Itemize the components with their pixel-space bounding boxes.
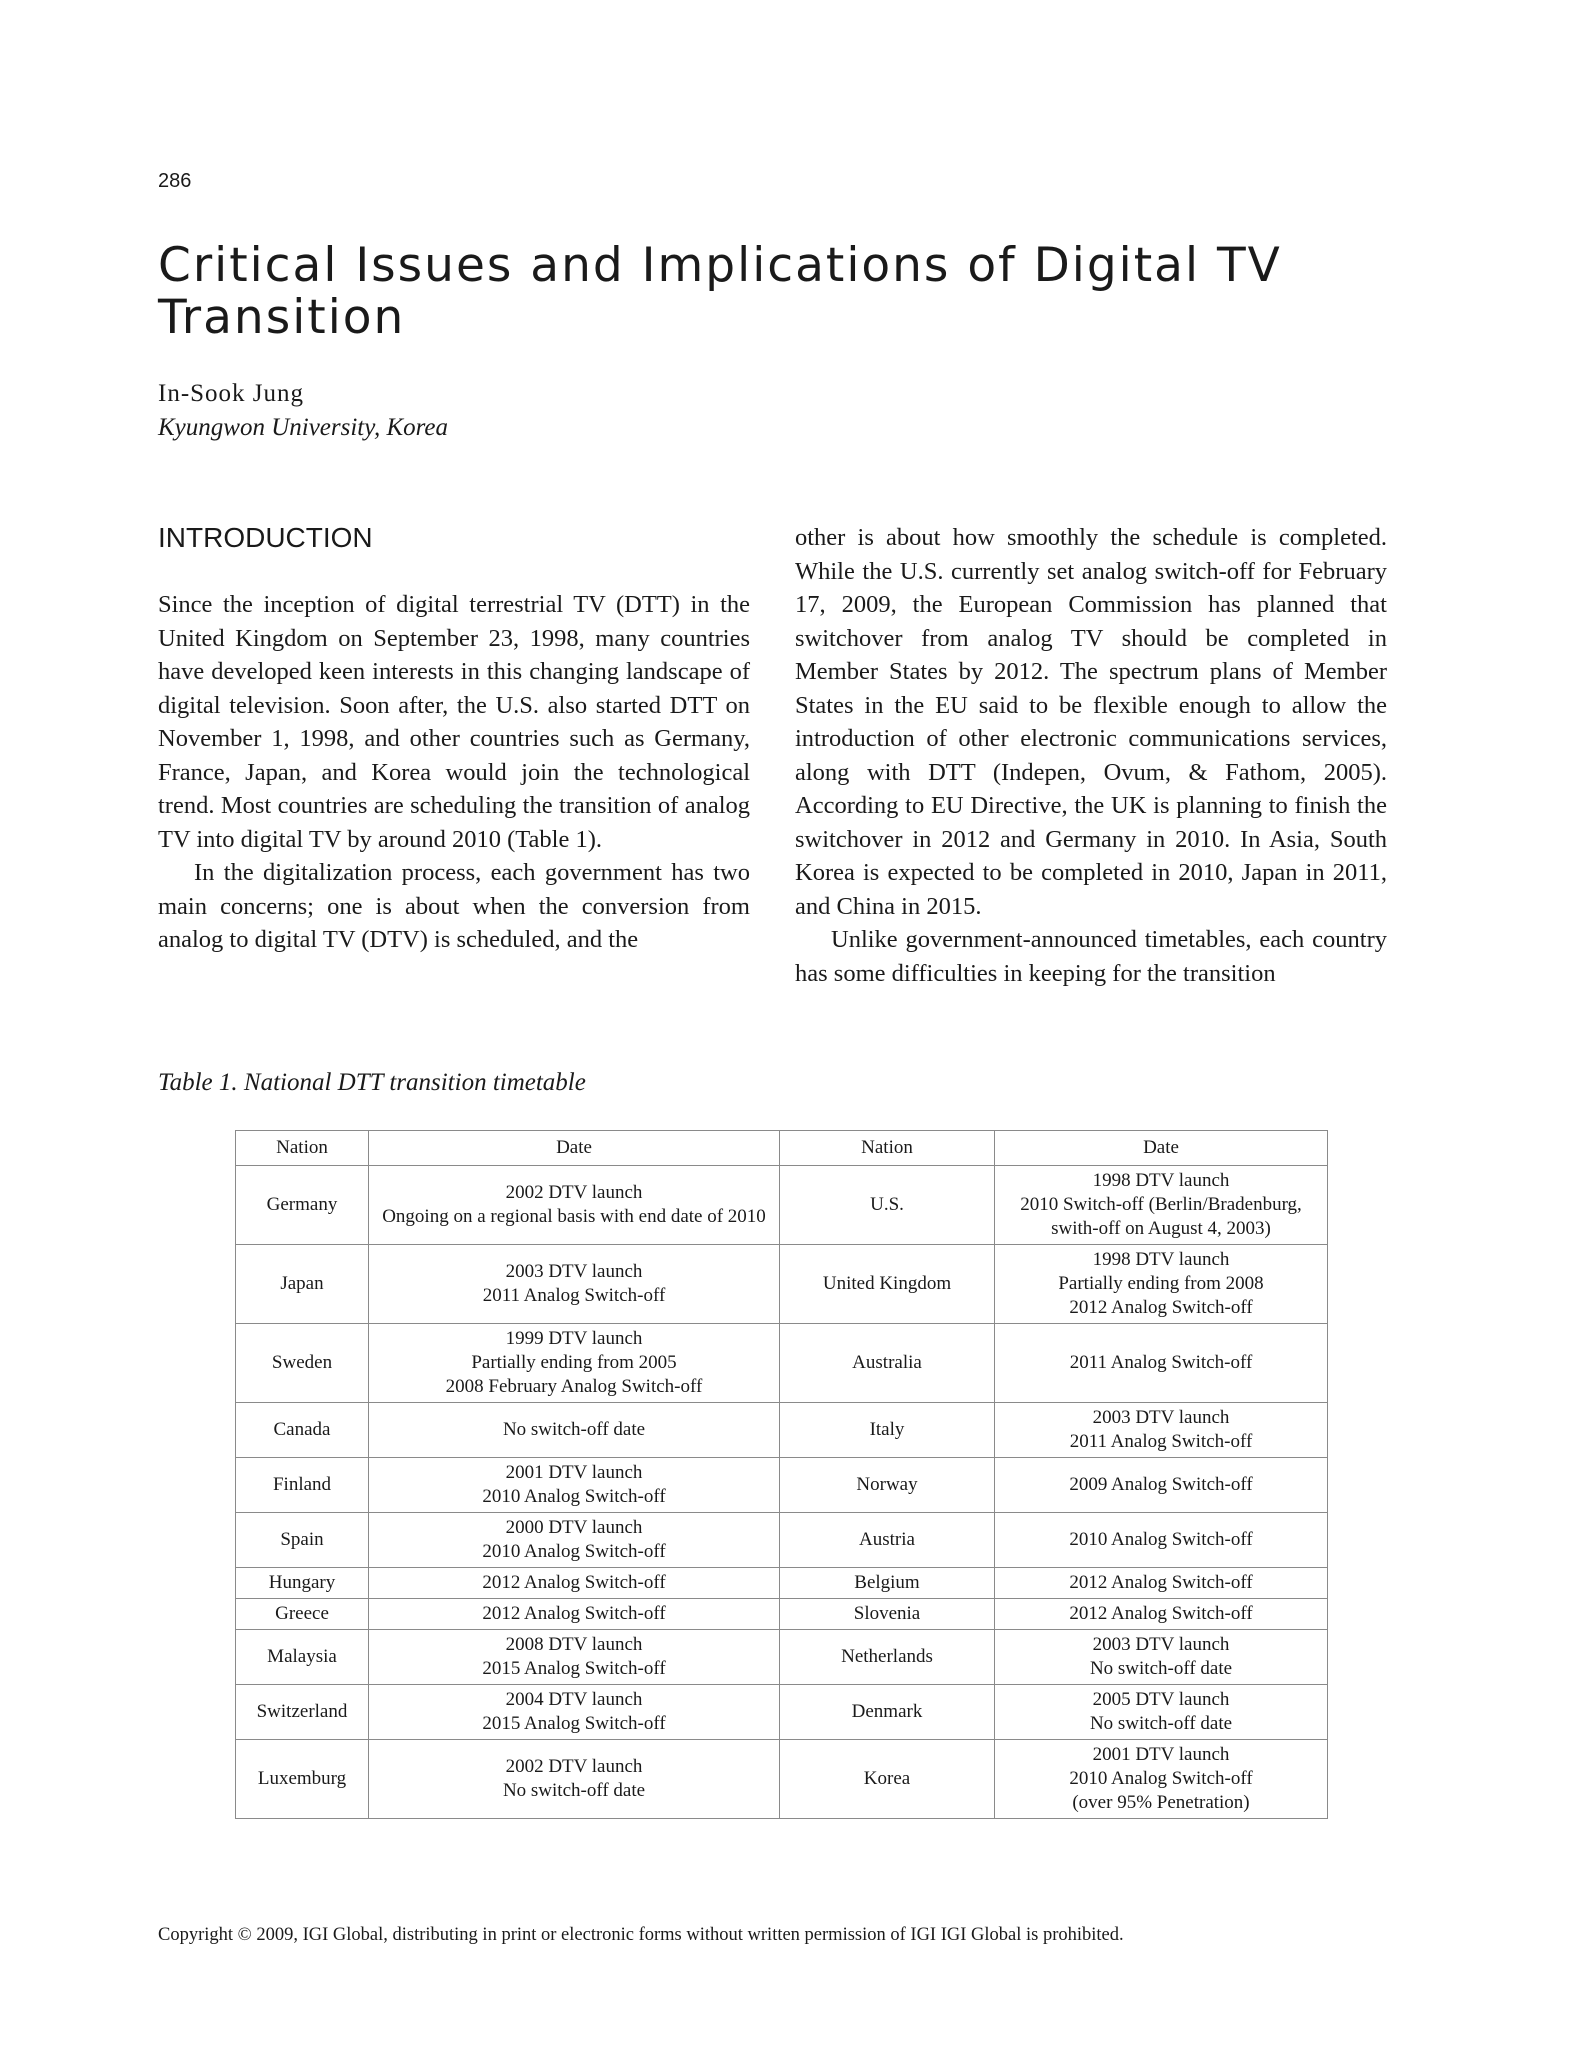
cell-date [995,1245,1328,1324]
cell-nation: Spain [236,1513,369,1568]
cell-line: No switch-off date [1089,1658,1233,1679]
cell-date [369,1324,780,1403]
paragraph: other is about how smoothly the schedule is completed. While the U.S. currently set analog switch-off for February 17, 2009, the European Commission has planned that switchover from analog TV should be completed in Member States by 2012. The spectrum plans of Member States in the EU said to be flexible enough to allow the introduction of other electronic communications services, along with DTT (Indepen, Ovum, & Fathom, 2005). According to EU Directive, the UK is planning to finish the switchover in 2012 and Germany in 2010. In Asia, South Korea is expected to be completed in 2010, Japan in 2011, and China in 2015. [795,524,1387,920]
cell-nation: United Kingdom [780,1245,995,1324]
copyright-notice: Copyright © 2009, IGI Global, distributing in print or electronic forms without written permission of IGI IGI Global is prohibited. [158,1925,1124,1945]
cell-line: 2008 February Analog Switch-off [445,1376,703,1397]
paper-title: Critical Issues and Implications of Digital TV Transition [158,238,1282,345]
cell-line: swith-off on August 4, 2003) [1051,1218,1271,1239]
table-row [236,1568,1328,1599]
cell-line: No switch-off date [502,1780,646,1801]
cell-line: 2012 Analog Switch-off [1069,1603,1253,1624]
cell-date [369,1630,780,1685]
cell-line: 2010 Analog Switch-off [1069,1529,1253,1550]
table-row [236,1740,1328,1819]
cell-nation: Luxemburg [236,1740,369,1819]
cell-date [995,1740,1328,1819]
cell-date [369,1740,780,1819]
cell-line: 2012 Analog Switch-off [1069,1572,1253,1593]
cell-date [995,1568,1328,1599]
cell-line: 2012 Analog Switch-off [1069,1297,1253,1318]
cell-date [995,1324,1328,1403]
cell-line: Partially ending from 2008 [1058,1273,1264,1294]
cell-line: 2002 DTV launch [505,1756,643,1777]
table-row [236,1630,1328,1685]
table-row [236,1324,1328,1403]
cell-line: Ongoing on a regional basis with end date of 2010 [382,1206,766,1227]
section-heading: INTRODUCTION [158,522,373,553]
cell-line: 1998 DTV launch [1092,1170,1230,1191]
table-row [236,1403,1328,1458]
cell-nation: Finland [236,1458,369,1513]
cell-date [369,1403,780,1458]
right-column [795,521,1387,990]
cell-date [369,1513,780,1568]
cell-nation: Germany [236,1166,369,1245]
author-name: In-Sook Jung [158,380,305,407]
cell-line: 2004 DTV launch [505,1689,643,1710]
cell-nation: Slovenia [780,1599,995,1630]
cell-nation: Switzerland [236,1685,369,1740]
cell-line: 2002 DTV launch [505,1182,643,1203]
cell-nation: Italy [780,1403,995,1458]
cell-line: No switch-off date [502,1419,646,1440]
table-header-row [236,1131,1328,1166]
cell-line: 2011 Analog Switch-off [1069,1431,1253,1452]
cell-line: 2003 DTV launch [1092,1407,1230,1428]
table-caption: Table 1. National DTT transition timetable [158,1069,586,1096]
cell-line: 1999 DTV launch [505,1328,643,1349]
page-number: 286 [158,170,192,192]
table-row [236,1458,1328,1513]
cell-line: 2008 DTV launch [505,1634,643,1655]
cell-nation: Greece [236,1599,369,1630]
cell-date [369,1458,780,1513]
author-affiliation: Kyungwon University, Korea [158,414,449,441]
cell-nation: Norway [780,1458,995,1513]
dtt-timetable [235,1130,1328,1819]
left-column [158,588,750,957]
cell-line: 2010 Analog Switch-off [482,1541,666,1562]
cell-date [995,1630,1328,1685]
cell-nation: U.S. [780,1166,995,1245]
cell-line: (over 95% Penetration) [1072,1792,1250,1813]
paragraph: Since the inception of digital terrestrial TV (DTT) in the United Kingdom on September 23, 1998, many countries have developed keen interests in this changing landscape of digital television. Soon after, the U.S. also started DTT on November 1, 1998, and other countries such as Germany, France, Japan, and Korea would join the technological trend. Most countries are scheduling the transition of analog TV into digital TV by around 2010 (Table 1). [158,591,750,853]
cell-date [995,1599,1328,1630]
cell-nation: Japan [236,1245,369,1324]
cell-date [995,1685,1328,1740]
cell-nation: Hungary [236,1568,369,1599]
table-row [236,1166,1328,1245]
table-row [236,1685,1328,1740]
cell-line: 2015 Analog Switch-off [482,1658,666,1679]
header-nation: Nation [236,1131,369,1166]
cell-line: 2003 DTV launch [505,1261,643,1282]
cell-line: 2010 Analog Switch-off [1069,1768,1253,1789]
cell-date [995,1166,1328,1245]
header-nation: Nation [780,1131,995,1166]
header-date: Date [995,1131,1328,1166]
cell-line: 2011 Analog Switch-off [482,1285,666,1306]
paragraph: Unlike government-announced timetables, each country has some difficulties in keeping for the transition [795,926,1387,987]
cell-line: 2015 Analog Switch-off [482,1713,666,1734]
cell-date [995,1513,1328,1568]
cell-line: 2010 Analog Switch-off [482,1486,666,1507]
cell-date [369,1166,780,1245]
cell-line: 2003 DTV launch [1092,1634,1230,1655]
cell-date [369,1245,780,1324]
table-row [236,1599,1328,1630]
cell-line: 2001 DTV launch [505,1462,643,1483]
cell-line: 2011 Analog Switch-off [1069,1352,1253,1373]
cell-nation: Canada [236,1403,369,1458]
cell-line: 2012 Analog Switch-off [482,1572,666,1593]
header-date: Date [369,1131,780,1166]
cell-nation: Austria [780,1513,995,1568]
cell-nation: Belgium [780,1568,995,1599]
cell-line: 2010 Switch-off (Berlin/Bradenburg, [1020,1194,1302,1215]
cell-nation: Australia [780,1324,995,1403]
table-row [236,1245,1328,1324]
cell-line: 2005 DTV launch [1092,1689,1230,1710]
cell-nation: Sweden [236,1324,369,1403]
cell-nation: Denmark [780,1685,995,1740]
cell-date [369,1685,780,1740]
cell-line: 2009 Analog Switch-off [1069,1474,1253,1495]
table-row [236,1513,1328,1568]
cell-date [995,1458,1328,1513]
cell-line: 2001 DTV launch [1092,1744,1230,1765]
cell-date [369,1568,780,1599]
cell-line: 1998 DTV launch [1092,1249,1230,1270]
cell-nation: Korea [780,1740,995,1819]
paragraph: In the digitalization process, each government has two main concerns; one is about when the conversion from analog to digital TV (DTV) is scheduled, and the [158,859,750,953]
cell-nation: Malaysia [236,1630,369,1685]
cell-line: 2000 DTV launch [505,1517,643,1538]
table-body [236,1166,1328,1819]
cell-date [369,1599,780,1630]
cell-line: Partially ending from 2005 [471,1352,677,1373]
cell-line: 2012 Analog Switch-off [482,1603,666,1624]
cell-date [995,1403,1328,1458]
cell-nation: Netherlands [780,1630,995,1685]
cell-line: No switch-off date [1089,1713,1233,1734]
